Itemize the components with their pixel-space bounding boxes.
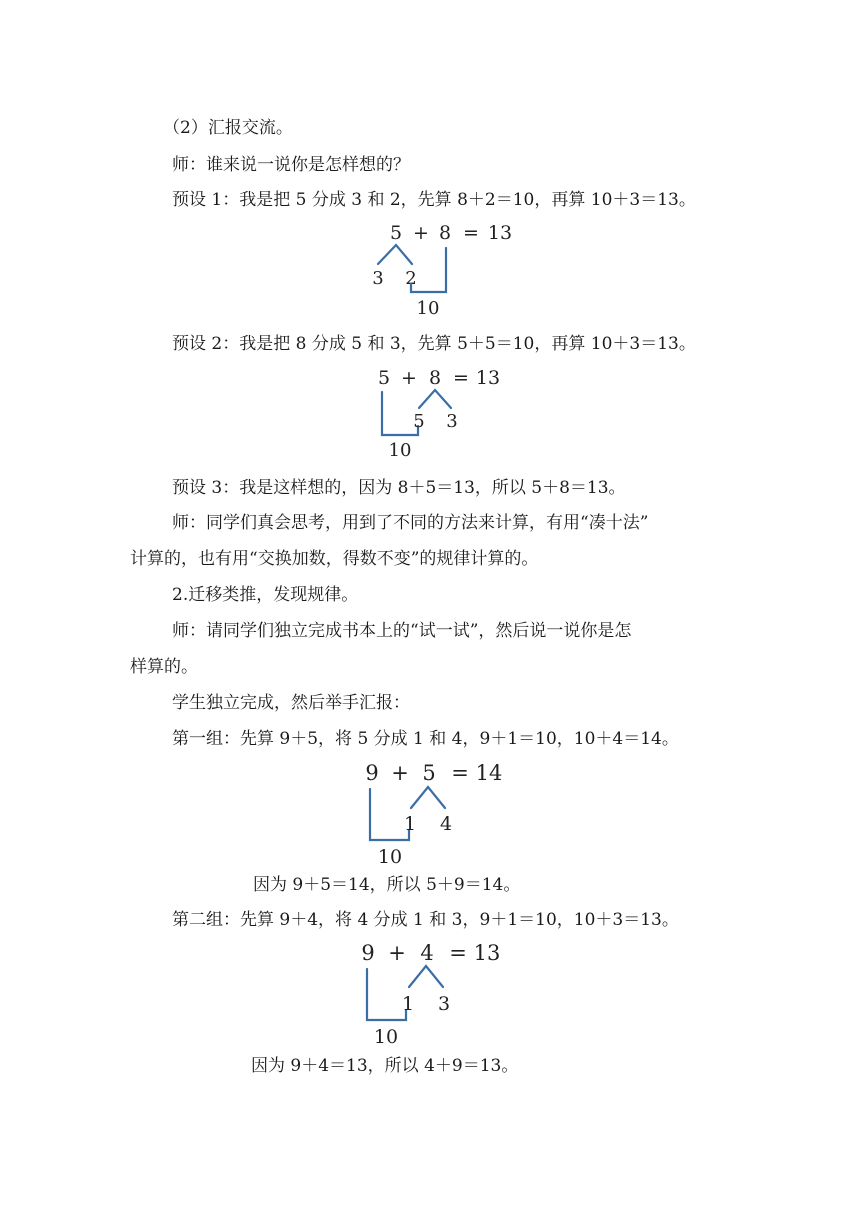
equals-sign: =	[463, 222, 479, 244]
teacher-question: 师：谁来说一说你是怎样想的？	[172, 155, 410, 175]
part-1: 5	[413, 411, 425, 432]
addend-a: 5	[389, 222, 403, 244]
part-1: 3	[372, 268, 384, 289]
group-2-text: 第二组：先算 9＋4，将 4 分成 1 和 3，9＋1＝10，10＋3＝13。	[172, 910, 679, 930]
ten-label: 10	[416, 298, 440, 319]
ten-label: 10	[377, 846, 403, 868]
equals-sign: =	[453, 367, 469, 389]
decomposition-diagram-4	[352, 937, 502, 1049]
equals-sign: =	[451, 761, 469, 785]
plus-sign: +	[401, 367, 417, 389]
part-1: 1	[403, 813, 417, 835]
teacher-summary-line-1: 师：同学们真会思考，用到了不同的方法来计算，有用“凑十法”	[172, 513, 649, 533]
decomposition-diagram-3	[356, 756, 506, 870]
part-2: 3	[437, 993, 451, 1015]
preset-3-text: 预设 3：我是这样想的，因为 8＋5＝13，所以 5＋8＝13。	[172, 478, 626, 498]
result: 13	[475, 367, 501, 389]
split-lines	[409, 966, 443, 987]
section-2-heading: 2.迁移类推，发现规律。	[172, 585, 359, 605]
plus-sign: +	[391, 761, 409, 785]
decomposition-diagram-2	[372, 362, 512, 466]
group-2-conclusion: 因为 9＋4＝13，所以 4＋9＝13。	[251, 1056, 519, 1076]
group-1-conclusion: 因为 9＋5＝14，所以 5＋9＝14。	[253, 875, 521, 895]
split-lines	[411, 787, 445, 808]
result: 14	[475, 761, 503, 785]
ten-label: 10	[373, 1026, 399, 1048]
part-2: 3	[446, 411, 458, 432]
addend-b: 5	[422, 761, 436, 785]
result: 13	[487, 222, 513, 244]
addend-b: 8	[438, 222, 452, 244]
part-2: 2	[405, 268, 417, 289]
preset-1-text: 预设 1：我是把 5 分成 3 和 2，先算 8＋2＝10，再算 10＋3＝13。	[172, 190, 696, 210]
teacher-instruction-line-1: 师：请同学们独立完成书本上的“试一试”，然后说一说你是怎	[172, 621, 632, 641]
addend-a: 9	[365, 761, 379, 785]
plus-sign: +	[413, 222, 429, 244]
result: 13	[473, 941, 501, 965]
teacher-instruction-line-2: 样算的。	[130, 657, 198, 677]
group-1-text: 第一组：先算 9＋5，将 5 分成 1 和 4，9＋1＝10，10＋4＝14。	[172, 729, 679, 749]
student-report-intro: 学生独立完成，然后举手汇报：	[172, 693, 410, 713]
ten-bracket	[367, 969, 406, 1020]
addend-b: 4	[420, 941, 434, 965]
addend-a: 9	[361, 941, 375, 965]
split-lines	[378, 245, 412, 264]
equals-sign: =	[449, 941, 467, 965]
addend-b: 8	[428, 367, 442, 389]
part-1: 1	[401, 993, 415, 1015]
ten-label: 10	[388, 440, 412, 461]
part-2: 4	[439, 813, 453, 835]
split-lines	[419, 390, 451, 408]
addend-a: 5	[377, 367, 391, 389]
decomposition-diagram-1	[360, 216, 520, 322]
teacher-summary-line-2: 计算的，也有用“交换加数，得数不变”的规律计算的。	[130, 549, 539, 569]
section-heading: （2）汇报交流。	[163, 118, 293, 138]
plus-sign: +	[388, 941, 406, 965]
preset-2-text: 预设 2：我是把 8 分成 5 和 3，先算 5＋5＝10，再算 10＋3＝13。	[172, 334, 696, 354]
